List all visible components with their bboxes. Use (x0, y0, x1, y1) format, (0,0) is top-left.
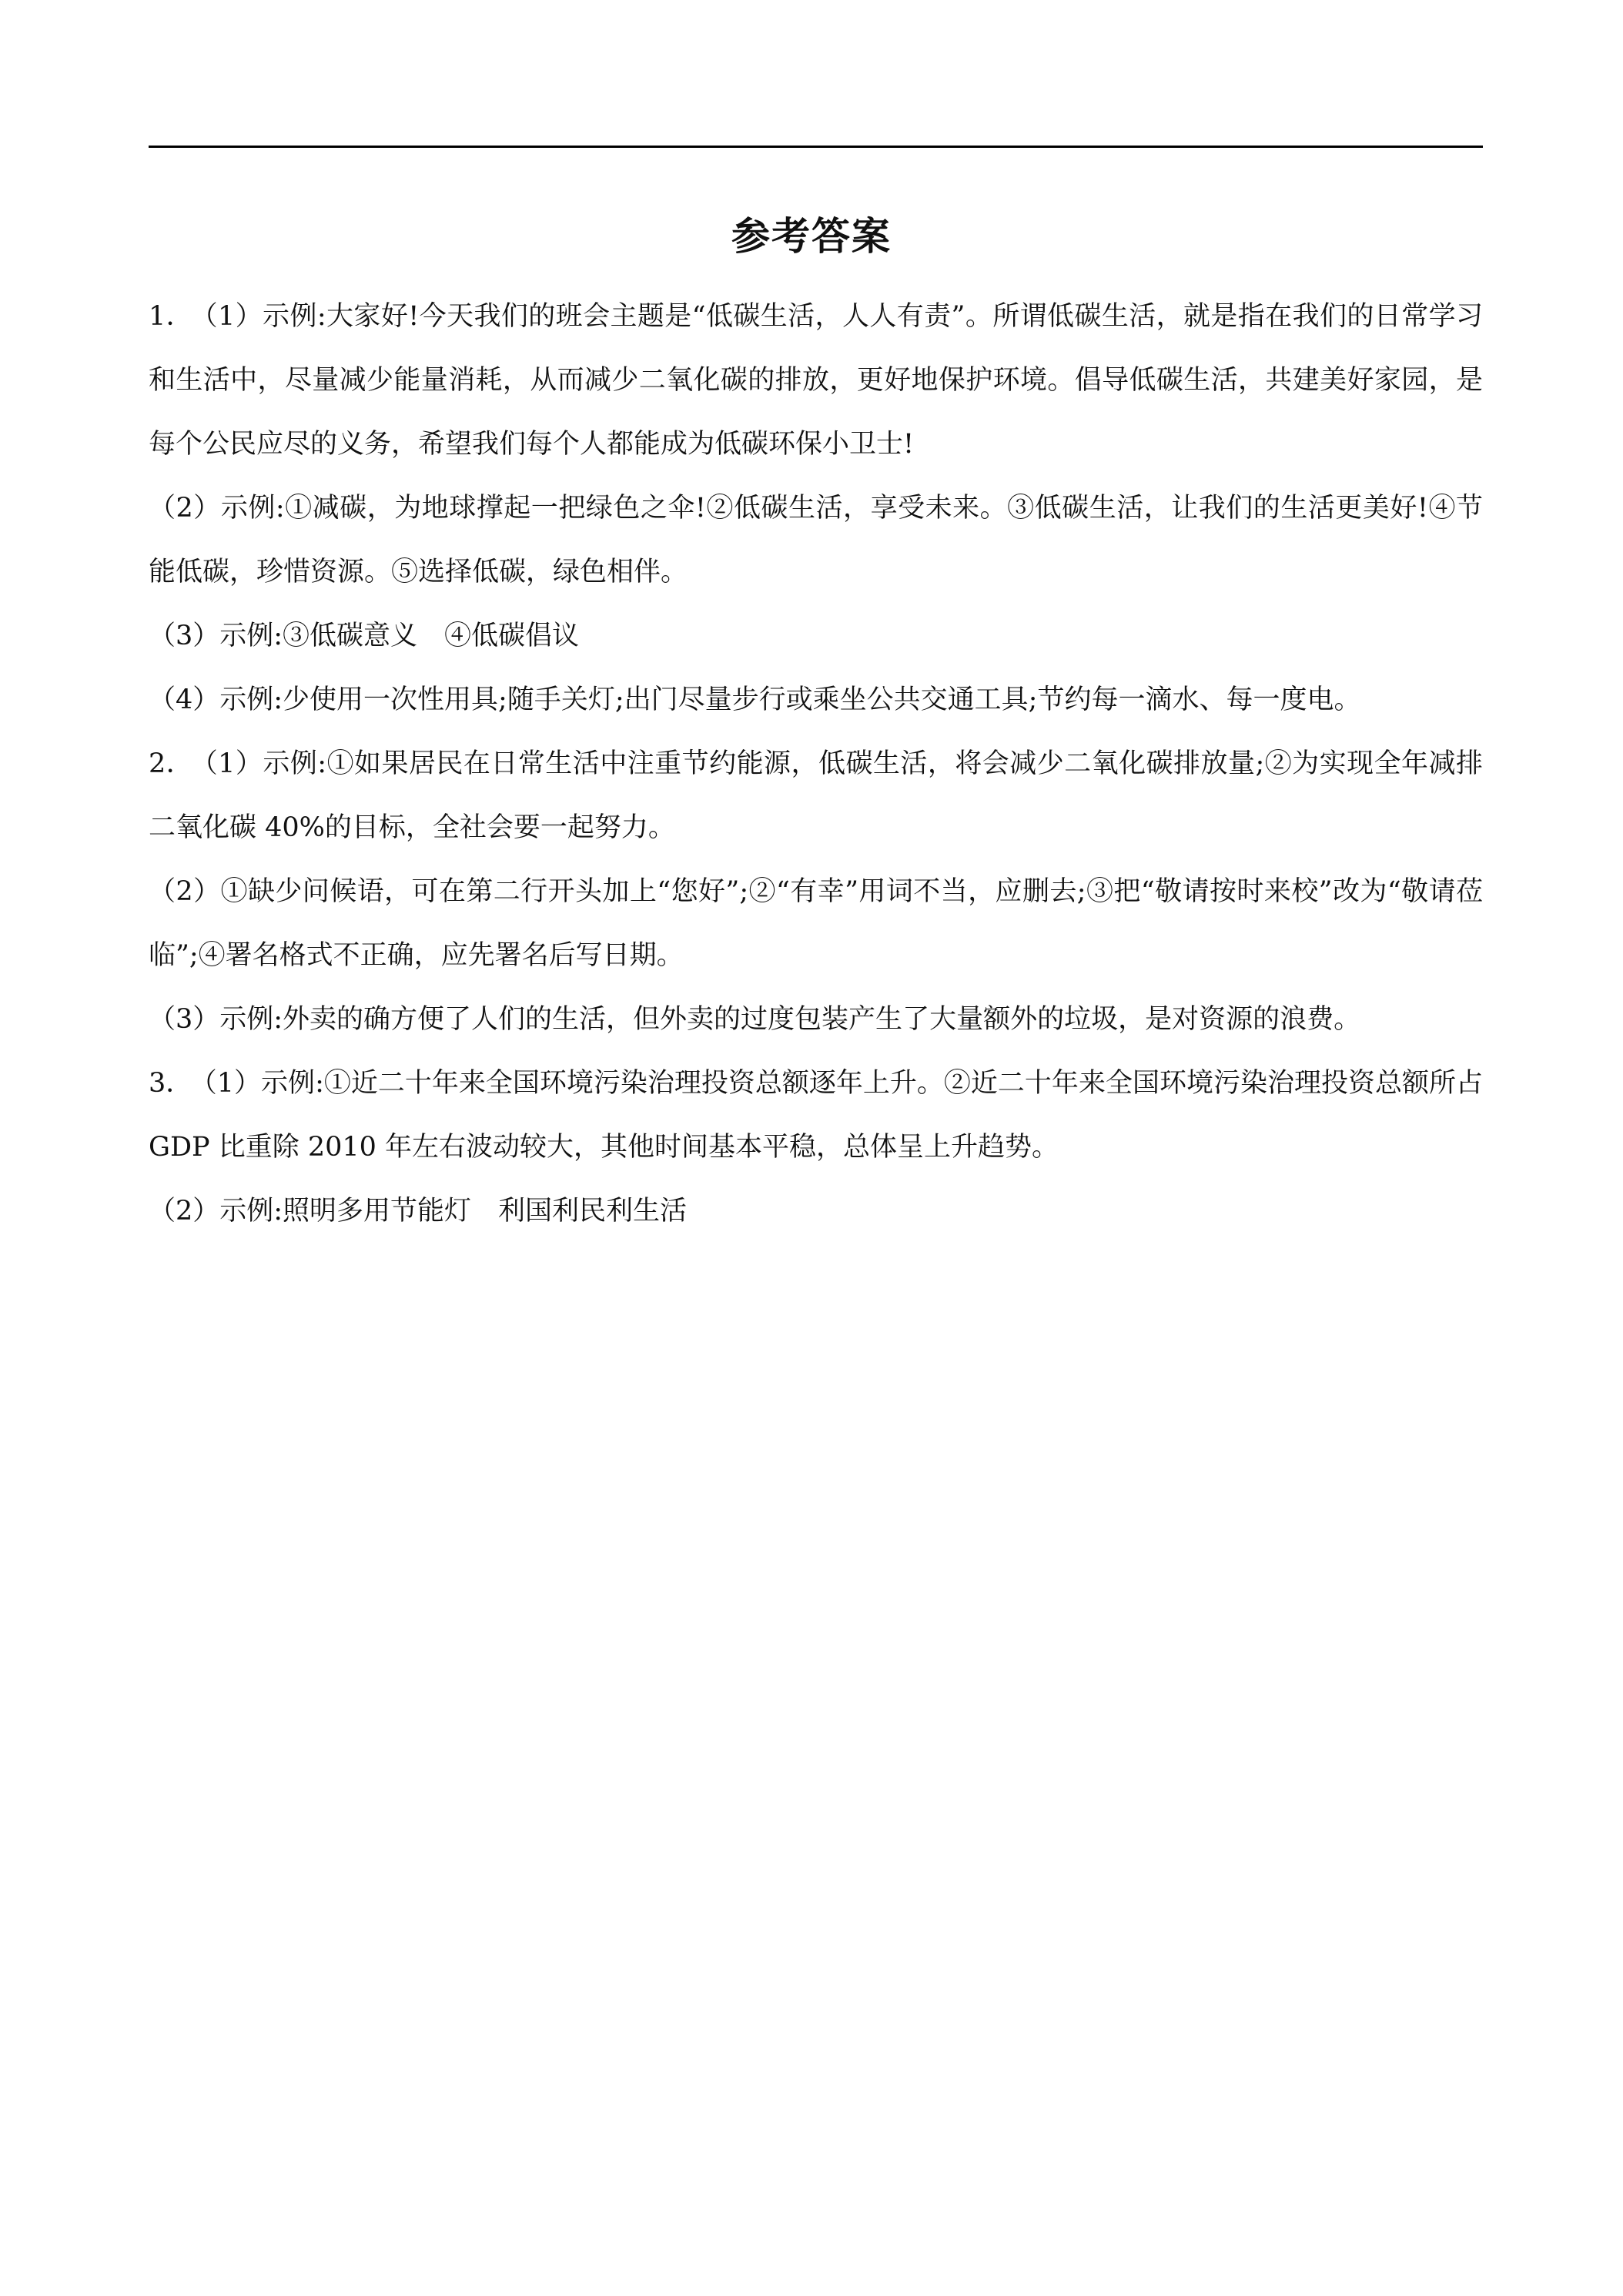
answer-3-part-2: （2）示例:照明多用节能灯 利国利民利生活 (149, 1196, 688, 1227)
answer-1-part-4: （4）示例:少使用一次性用具;随手关灯;出门尽量步行或乘坐公共交通工具;节约每一滴水、每一度电。 (149, 684, 1361, 715)
answer-1-part-2: （2）示例:①减碳，为地球撑起一把绿色之伞!②低碳生活，享受未来。③低碳生活，让我们的生活更美好!④节能低碳，珍惜资源。⑤选择低碳，绿色相伴。 (149, 493, 1483, 587)
answer-number: 2． (149, 748, 194, 779)
answer-2-part-1: 2． （1）示例:①如果居民在日常生活中注重节约能源，低碳生活，将会减少二氧化碳排放量;②为实现全年减排二氧化碳 40%的目标，全社会要一起努力。 (149, 748, 1483, 843)
page-title: 参考答案 (731, 214, 892, 259)
answer-number: 3． (149, 1068, 193, 1099)
answer-2-part-3: （3）示例:外卖的确方便了人们的生活，但外卖的过度包装产生了大量额外的垃圾，是对资源的浪费。 (149, 1004, 1361, 1035)
answer-1-part-3: （3）示例:③低碳意义 ④低碳倡议 (149, 621, 580, 651)
answer-number: 1． (149, 301, 194, 332)
answer-3-part-1: 3． （1）示例:①近二十年来全国环境污染治理投资总额逐年上升。②近二十年来全国环境污染治理投资总额所占 GDP 比重除 2010 年左右波动较大，其他时间基本平稳，总体呈上升趋势。 (149, 1068, 1483, 1163)
header-rule (149, 146, 1483, 148)
answer-2-part-2: （2）①缺少问候语，可在第二行开头加上“您好”;②“有幸”用词不当，应删去;③把“敬请按时来校”改为“敬请莅临”;④署名格式不正确，应先署名后写日期。 (149, 876, 1483, 971)
answer-body (149, 285, 1483, 1243)
answer-1-part-1: 1． （1）示例:大家好!今天我们的班会主题是“低碳生活，人人有责”。所谓低碳生活，就是指在我们的日常学习和生活中，尽量减少能量消耗，从而减少二氧化碳的排放，更好地保护环境。倡导低碳生活，共建美好家园，是每个公民应尽的义务，希望我们每个人都能成为低碳环保小卫士! (149, 301, 1483, 460)
